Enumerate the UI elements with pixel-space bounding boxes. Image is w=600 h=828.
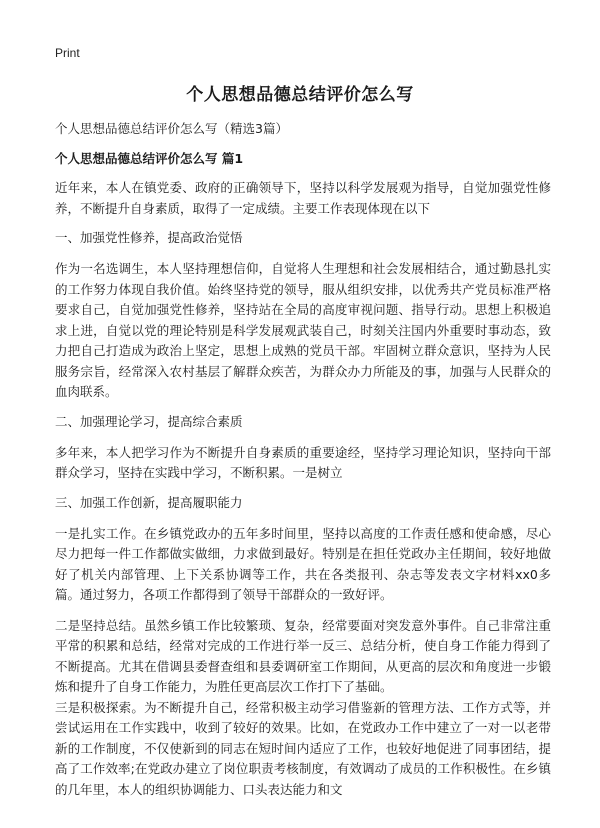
paragraph-summarize: 二是坚持总结。虽然乡镇工作比较繁琐、复杂，经常要面对突发意外事件。自己非常注重平常的积累和总结，经常对完成的工作进行举一反三、总结分析，使自身工作能力得到了不断提高。尤其在借调县委督查组和县委调研室工作期间，从更高的层次和角度进一步锻炼和提升了自身工作能力，为胜任更高层次工作打下了基础。 xyxy=(55,617,551,694)
document-body xyxy=(55,120,551,810)
heading-work-innovation: 三、加强工作创新，提高履职能力 xyxy=(55,494,243,510)
page-title: 个人思想品德总结评价怎么写 xyxy=(186,85,414,105)
intro-paragraph: 近年来，本人在镇党委、政府的正确领导下，坚持以科学发展观为指导，自觉加强党性修养，不断提升自身素质，取得了一定成绩。主要工作表现体现在以下 xyxy=(55,180,551,216)
document-subtitle: 个人思想品德总结评价怎么写（精选3篇） xyxy=(55,121,288,136)
heading-party-spirit: 一、加强党性修养，提高政治觉悟 xyxy=(55,230,243,245)
paragraph-theory-study: 多年来，本人把学习作为不断提升自身素质的重要途经，坚持学习理论知识，坚持向干部群众学习，坚持在实践中学习，不断积累。一是树立 xyxy=(55,444,551,480)
paragraph-explore: 三是积极探索。为不断提升自己，经常积极主动学习借鉴新的管理方法、工作方式等，并尝试运用在工作实践中，收到了较好的效果。比如，在党政办工作中建立了一对一以老带新的工作制度，不仅使新到的同志在短时间内适应了工作，也较好地促进了同事团结，提高了工作效率;在党政办建立了岗位职责考核制度，有效调动了成员的工作积极性。在乡镇的几年里，本人的组织协调能力、口头表达能力和文 xyxy=(55,699,551,797)
section-heading: 个人思想品德总结评价怎么写 篇1 xyxy=(55,151,244,166)
paragraph-solid-work: 一是扎实工作。在乡镇党政办的五年多时间里，坚持以高度的工作责任感和使命感，尽心尽力把每一件工作都做实做细，力求做到最好。特别是在担任党政办主任期间，较好地做好了机关内部管理、上下关系协调等工作，共在各类报刊、杂志等发表文字材料xx0多篇。通过努力，各项工作都得到了领导干部群众的一致好评。 xyxy=(55,525,551,602)
paragraph-party-spirit: 作为一名选调生，本人坚持理想信仰，自觉将人生理想和社会发展相结合，通过勤恳扎实的工作努力体现自我价值。始终坚持党的领导，服从组织安排，以优秀共产党员标准严格要求自己，自觉加强党性修养，坚持站在全局的高度审视问题、指导行动。思想上积极追求上进，自觉以党的理论特别是科学发展观武装自己，时刻关注国内外重要时事动态，致力把自己打造成为政治上坚定，思想上成熟的党员干部。牢固树立群众意识，坚持为人民服务宗旨，经常深入农村基层了解群众疾苦，为群众办力所能及的事，加强与人民群众的血肉联系。 xyxy=(55,261,551,399)
heading-theory-study: 二、加强理论学习，提高综合素质 xyxy=(55,413,243,429)
print-link[interactable]: Print xyxy=(55,46,80,60)
